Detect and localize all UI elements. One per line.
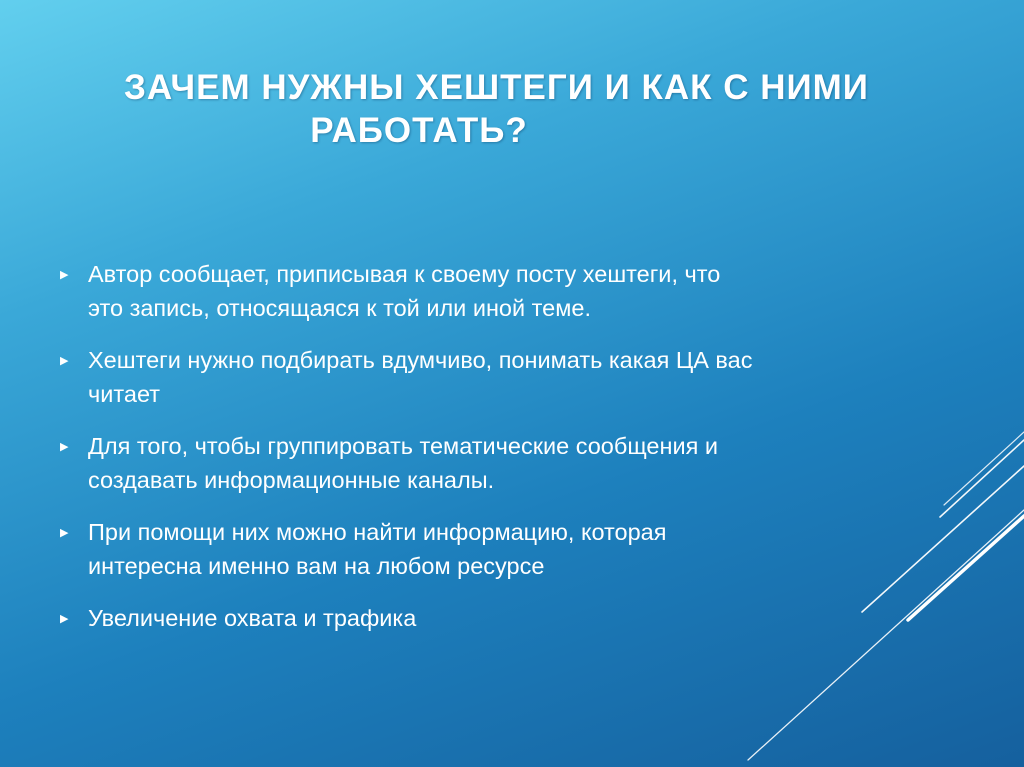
bullet-item [60,601,960,635]
bullet-text-line-1: Автор сообщает, приписывая к своему посту хештеги, что [88,261,721,287]
bullet-text-line-2: читает [88,381,160,407]
triangle-bullet-icon: ▶ [60,613,69,625]
triangle-bullet-icon: ▶ [60,269,69,281]
triangle-bullet-icon: ▶ [60,527,69,539]
bullet-text-line-1: При помощи них можно найти информацию, которая [88,519,667,545]
bullet-text-line-2: создавать информационные каналы. [88,467,495,493]
bullet-list [60,257,960,653]
bullet-text-line-1: Хештеги нужно подбирать вдумчиво, понимать какая ЦА вас [88,347,753,373]
triangle-bullet-icon: ▶ [60,441,69,453]
bullet-item [60,515,960,583]
bullet-item [60,429,960,497]
bullet-text-line-1: Для того, чтобы группировать тематические сообщения и [88,433,718,459]
bullet-text-line-2: это запись, относящаяся к той или иной теме. [88,295,591,321]
slide-title [124,66,964,152]
slide-title-line-1: ЗАЧЕМ НУЖНЫ ХЕШТЕГИ И КАК С НИМИ [124,68,869,107]
slide-title-line-2: РАБОТАТЬ? [310,111,528,150]
bullet-item [60,257,960,325]
triangle-bullet-icon: ▶ [60,355,69,367]
bullet-text-line-2: интересна именно вам на любом ресурсе [88,553,545,579]
bullet-item [60,343,960,411]
bullet-text-line-1: Увеличение охвата и трафика [88,605,417,631]
